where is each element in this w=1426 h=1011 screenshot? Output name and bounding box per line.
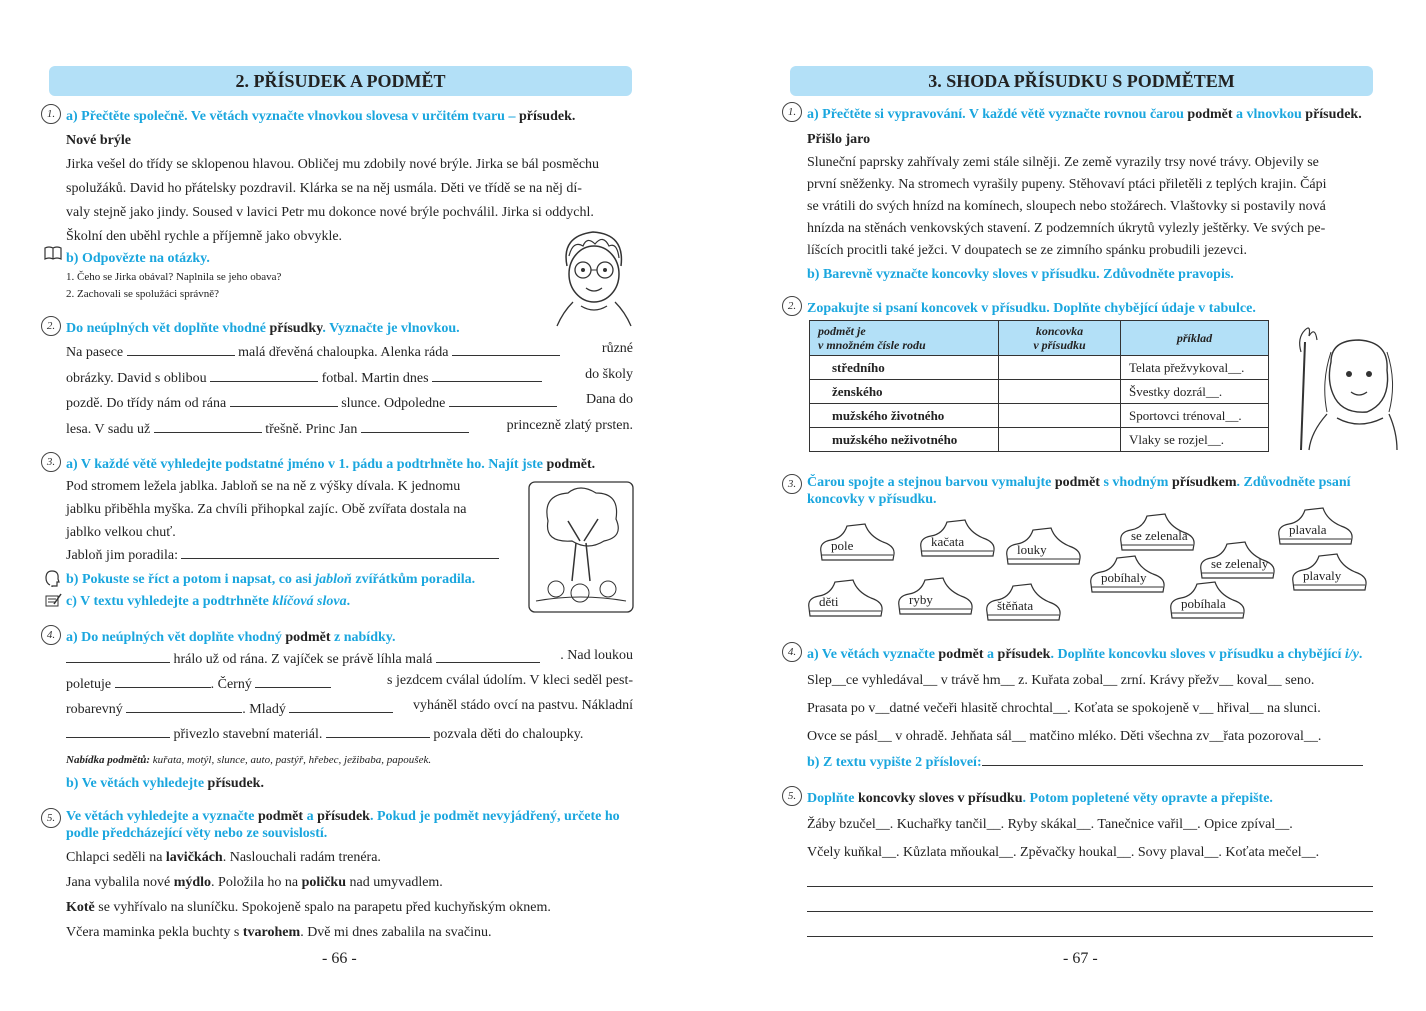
blank-field[interactable]: [66, 648, 170, 663]
table-cell: Vlaky se rozjel__.: [1121, 428, 1269, 452]
table-cell: Telata přežvykoval__.: [1121, 356, 1269, 380]
instruction-italic: klíčová slova: [272, 594, 347, 609]
exercise-5: [787, 786, 1374, 867]
blank-field[interactable]: [230, 392, 338, 407]
sentence-line: Včely kuňkal__. Kůzlata mňoukal__. Zpěvačky houkal__. Sovy plaval__. Koťata mečel__.: [807, 845, 1320, 860]
table-row: [810, 356, 1269, 380]
exercise-number: 4.: [782, 642, 802, 662]
instruction-b: b) Ve větách vyhledejte: [66, 776, 205, 791]
instruction-end: .: [591, 457, 596, 472]
shoe-word-card[interactable]: [1167, 580, 1247, 622]
table-cell: Sportovci trénoval__.: [1121, 404, 1269, 428]
story-line: hnízda na stěnách venkovských stavení. Z podzemních úkrytů vylezly ještěrky. Ve svých pe-: [807, 221, 1326, 236]
shoe-label: plavaly: [1303, 568, 1342, 583]
sentence-bold: lavičkách: [165, 850, 223, 865]
instruction: a) Přečtěte společně. Ve větách vyznačte vlnovkou slovesa v určitém tvaru –: [66, 109, 516, 124]
instruction-keyword: přísudek: [518, 109, 572, 124]
boy-with-glasses-illustration: [553, 226, 635, 328]
line-text: Dana do: [585, 392, 633, 407]
story-line: Jabloň jim poradila:: [66, 548, 178, 563]
apple-tree-illustration: [528, 481, 634, 613]
table-header: příklad: [1121, 321, 1269, 356]
fill-line: [66, 367, 633, 387]
instruction-b: b) Pokuste se říct a potom i napsat, co asi: [66, 572, 312, 587]
blank-field[interactable]: [255, 673, 331, 688]
instruction-keyword: podmět: [1054, 475, 1100, 490]
instruction: . Doplňte koncovku sloves v přísudku a chybějící: [1050, 647, 1342, 662]
story-line: Sluneční paprsky zahřívaly zemi stále silněji. Ze země vyrazily trsy nové trávy. Objevily se: [807, 155, 1319, 170]
line-text: do školy: [585, 367, 633, 382]
exercise-number: 5.: [41, 808, 61, 828]
sentence-bold: mýdlo: [173, 875, 212, 890]
story-line: jablku přiběhla myška. Za chvíli přihopkal zajíc. Obě zvířata dostala na: [66, 502, 467, 517]
instruction-keyword: podmět: [257, 809, 304, 824]
instruction-keyword: přísudek: [207, 776, 261, 791]
page-number: - 67 -: [1063, 950, 1098, 967]
line-text: pozvala děti do chaloupky.: [433, 727, 584, 742]
shoe-word-card[interactable]: [983, 582, 1063, 624]
writing-line[interactable]: [807, 886, 1373, 887]
sentence-line: Ovce se pásl__ v ohradě. Jehňata sál__ matčino mléko. Děti všechna zv__řata pozoroval__.: [807, 729, 1322, 744]
blank-field[interactable]: [115, 673, 211, 688]
line-text: . Nad loukou: [560, 648, 633, 663]
sentence-line: Prasata po v__datné večeři hlasitě chrochtal__. Koťata se spokojeně v__ hřival__ na slunci.: [807, 701, 1321, 716]
line-text: malá dřevěná chaloupka. Alenka ráda: [238, 345, 449, 360]
line-text: fotbal. Martin dnes: [321, 371, 429, 386]
story-heading: Přišlo jaro: [807, 132, 871, 147]
instruction: a: [306, 809, 314, 824]
blank-cell[interactable]: [999, 356, 1121, 380]
writing-line[interactable]: [807, 936, 1373, 937]
instruction: Ve větách vyhledejte a vyznačte: [66, 809, 255, 824]
exercise-1: [46, 104, 636, 303]
question: 1. Čeho se Jirka obával? Naplnila se jeho obava?: [66, 271, 282, 283]
shoe-icon: [895, 576, 975, 618]
table-cell: mužského neživotného: [810, 428, 999, 452]
exercise-1: [787, 102, 1374, 288]
instruction-b-line: [66, 776, 264, 792]
instruction: koncovky v přísudku.: [807, 492, 937, 507]
shoe-icon: [805, 578, 885, 620]
instruction-c: c) V textu vyhledejte a podtrhněte: [66, 594, 269, 609]
shoe-label: štěňata: [997, 598, 1034, 613]
exercise-number: 3.: [41, 452, 61, 472]
line-text: pozdě. Do třídy nám od rána: [66, 396, 227, 411]
shoe-word-card[interactable]: [1087, 554, 1167, 596]
shoe-word-card[interactable]: [1289, 552, 1369, 594]
instruction-keyword: podmět: [285, 630, 331, 645]
story-line: Pod stromem ležela jablka. Jabloň se na ně z výšky dívala. K jednomu: [66, 479, 461, 494]
table-cell: mužského životného: [810, 404, 999, 428]
instruction-keyword: přísudkem: [1171, 475, 1237, 490]
blank-field[interactable]: [126, 698, 242, 713]
instruction: a) Ve větách vyznačte: [807, 647, 935, 662]
shoe-word-card[interactable]: [805, 578, 885, 620]
instruction: Zopakujte si psaní koncovek v přísudku. Doplňte chybějící údaje v tabulce.: [807, 301, 1256, 316]
shoe-label: se zelenala: [1131, 528, 1188, 543]
line-text: přivezlo stavební materiál.: [173, 727, 323, 742]
line-text: Na pasece: [66, 345, 124, 360]
head-speaking-icon: [44, 570, 60, 593]
story-line: Školní den uběhl rychle a příjemně jako obvykle.: [66, 229, 343, 244]
instruction-keyword: podmět: [546, 457, 592, 472]
instruction-keyword: přísudek: [317, 809, 370, 824]
shoe-label: plavala: [1289, 522, 1327, 537]
page-number: - 66 -: [322, 950, 357, 967]
header-line: v množném čísle rodu: [818, 338, 926, 352]
sentence-line: Žáby bzučel__. Kuchařky tančil__. Ryby skákal__. Tanečnice vařil__. Opice zpíval__.: [807, 817, 1293, 832]
sentence-text: Chlapci seděli na: [66, 850, 163, 865]
shoe-word-card[interactable]: [917, 518, 997, 560]
instruction: a) Přečtěte si vypravování. V každé větě vyznačte rovnou čarou: [807, 107, 1184, 122]
sentence-bold: tvarohem: [242, 925, 301, 940]
page-title: 3. SHODA PŘÍSUDKU S PODMĚTEM: [790, 66, 1373, 96]
exercise-3: [787, 474, 1374, 508]
blank-cell[interactable]: [999, 380, 1121, 404]
shoe-word-card[interactable]: [1275, 506, 1355, 548]
blank-field[interactable]: [210, 367, 318, 382]
story-line: spolužáků. David ho přátelsky pozdravil. Klárka se na něj usmála. Děti ve třídě se na něj dí-: [66, 181, 582, 196]
instruction-b-end: zvířátkům poradila.: [355, 572, 476, 587]
header-line: v přísudku: [1033, 338, 1086, 352]
fill-line: [66, 723, 633, 743]
exercise-2: [787, 296, 1374, 321]
table-cell: ženského: [810, 380, 999, 404]
blank-field[interactable]: [436, 648, 540, 663]
apple-story: [66, 475, 516, 613]
header-line: koncovka: [1035, 324, 1084, 338]
sentence-text: . Naslouchali radám trenéra.: [222, 850, 381, 865]
offer-words: kuřata, motýl, slunce, auto, pastýř, hřebec, ježibaba, papoušek.: [152, 754, 432, 766]
fill-line: [66, 673, 633, 693]
blank-cell[interactable]: [999, 404, 1121, 428]
instruction-keyword: koncovky sloves v přísudku: [857, 791, 1023, 806]
story-line: valy stejně jako jindy. Soused v lavici Petr mu dokonce nové brýle pochválil. Jirka si oddychl.: [66, 205, 594, 220]
endings-table: [809, 320, 1269, 452]
line-text: robarevný: [66, 702, 123, 717]
instruction-end: .: [1358, 647, 1363, 662]
instruction-keyword: přísudky: [269, 321, 323, 336]
instruction-b: b) Barevně vyznačte koncovky sloves v přísudku. Zdůvodněte pravopis.: [807, 267, 1234, 282]
story-line: první sněženky. Na stromech vyrašily pupeny. Stěhovaví ptáci přiletěli z teplých krajin. Čápi: [807, 177, 1327, 192]
blank-cell[interactable]: [999, 428, 1121, 452]
shoe-label: děti: [819, 594, 839, 609]
sentence-text: nad umyvadlem.: [349, 875, 443, 890]
exercise-number: 2.: [782, 296, 802, 316]
right-page: [713, 0, 1426, 1011]
instruction-keyword: přísudek: [997, 647, 1051, 662]
shoe-icon: [817, 522, 897, 564]
instruction-italic: jabloň: [315, 572, 352, 587]
line-text: poletuje: [66, 677, 112, 692]
story-line: se vrátili do svých hnízd na komínech, sloupech nebo stožárech. Vlaštovky si postavily nová: [807, 199, 1326, 214]
table-cell: Švestky dozrál__.: [1121, 380, 1269, 404]
blank-field[interactable]: [66, 723, 170, 738]
shoe-label: pobíhala: [1181, 596, 1226, 611]
shoe-label: ryby: [909, 592, 933, 607]
sentence-text: Včera maminka pekla buchty s: [66, 925, 240, 940]
exercise-2: [46, 316, 634, 341]
instruction: podle předcházející věty nebo ze souvislostí.: [66, 826, 328, 841]
table-header: [810, 321, 999, 356]
instruction: s vhodným: [1103, 475, 1169, 490]
blank-field[interactable]: [289, 698, 393, 713]
fill-line: [66, 341, 633, 361]
story-line: líšcích procitli také ježci. V doupatech se ze zimního spánku probudili jezevci.: [807, 243, 1247, 258]
table-cell: středního: [810, 356, 999, 380]
shoe-label: pole: [831, 538, 854, 553]
instruction: a vlnovkou: [1236, 107, 1302, 122]
offer-label: Nabídka podmětů:: [66, 754, 151, 766]
offer-line: [66, 754, 431, 766]
blank-field[interactable]: [154, 418, 262, 433]
blank-field[interactable]: [982, 751, 1363, 766]
shoe-word-card[interactable]: [895, 576, 975, 618]
sentence-text: . Dvě mi dnes zabalila na svačinu.: [300, 925, 492, 940]
shoe-word-card[interactable]: [1197, 540, 1277, 582]
exercise-4: [787, 642, 1374, 775]
instruction-end: .: [571, 109, 576, 124]
instruction-c-end: .: [346, 594, 351, 609]
blank-field[interactable]: [452, 341, 560, 356]
table-row: [810, 428, 1269, 452]
pencil-writing-icon: [44, 592, 62, 613]
blank-field[interactable]: [432, 367, 542, 382]
exercise-number: 1.: [41, 104, 61, 124]
exercise-number: 3.: [782, 474, 802, 494]
instruction-end: z nabídky.: [334, 630, 396, 645]
instruction-italic: i/y: [1344, 647, 1359, 662]
instruction-b: b) Z textu vypište 2 přísloveí:: [807, 755, 982, 770]
question: 2. Zachovali se spolužáci správně?: [66, 288, 220, 300]
shoe-label: louky: [1017, 542, 1047, 557]
instruction-end: .: [1358, 107, 1362, 122]
story-line: jablko velkou chuť.: [66, 525, 176, 540]
exercise-number: 2.: [41, 316, 61, 336]
instruction-keyword: podmět: [1187, 107, 1233, 122]
exercise-3: [46, 452, 636, 477]
instruction: . Pokud je podmět nevyjádřený, určete ho: [369, 809, 620, 824]
page-title: 2. PŘÍSUDEK A PODMĚT: [49, 66, 632, 96]
instruction-end: .: [260, 776, 264, 791]
line-text: hrálo už od rána. Z vajíček se právě líhla malá: [173, 652, 433, 667]
line-text: vyháněl stádo ovcí na pastvu. Nákladní: [412, 698, 633, 713]
shoe-label: pobíhaly: [1101, 570, 1147, 585]
header-line: podmět je: [818, 324, 866, 338]
instruction: Doplňte: [807, 791, 855, 806]
instruction: a) V každé větě vyhledejte podstatné jméno v 1. pádu a podtrhněte ho. Najít jste: [66, 457, 544, 472]
instruction: a) Do neúplných vět doplňte vhodný: [66, 630, 282, 645]
instruction: . Potom popletené věty opravte a přepište.: [1022, 791, 1273, 806]
fill-line: [66, 418, 633, 438]
blank-field[interactable]: [326, 723, 430, 738]
line-text: princezně zlatý prsten.: [506, 418, 633, 433]
shoe-word-card[interactable]: [817, 522, 897, 564]
blank-field[interactable]: [127, 341, 235, 356]
sentence-text: . Položila ho na: [211, 875, 299, 890]
fill-line: [66, 698, 633, 718]
writing-line[interactable]: [807, 911, 1373, 912]
girl-with-bird-illustration: [1271, 322, 1399, 454]
line-text: s jezdcem cválal údolím. V kleci seděl pest-: [387, 673, 633, 688]
book-icon: [44, 246, 62, 265]
blank-field[interactable]: [181, 544, 499, 559]
instruction-keyword: přísudek: [1305, 107, 1359, 122]
table-row: [810, 380, 1269, 404]
table-header: [999, 321, 1121, 356]
instruction: Čarou spojte a stejnou barvou vymalujte: [807, 475, 1052, 490]
shoe-word-card[interactable]: [1003, 526, 1083, 568]
fill-line: [66, 648, 633, 668]
instruction-keyword: podmět: [938, 647, 984, 662]
shoe-label: se zelenaly: [1211, 556, 1269, 571]
sentence-bold: Kotě: [66, 900, 95, 915]
exercise-number: 4.: [41, 625, 61, 645]
blank-field[interactable]: [449, 392, 557, 407]
instruction-end: . Vyznačte je vlnovkou.: [322, 321, 460, 336]
instruction-b: b) Odpovězte na otázky.: [66, 251, 210, 266]
exercise-number: 5.: [782, 786, 802, 806]
fill-line: [66, 392, 633, 412]
instruction: Do neúplných vět doplňte vhodné: [66, 321, 266, 336]
table-row: [810, 404, 1269, 428]
line-text: lesa. V sadu už: [66, 422, 151, 437]
exercise-5: [46, 808, 636, 945]
story-line: Jirka vešel do třídy se sklopenou hlavou. Obličej mu zdobily nové brýle. Jirka se bál posměchu: [66, 157, 600, 172]
sentence-text: Jana vybalila nové: [66, 875, 171, 890]
line-text: různé: [601, 341, 633, 356]
story-heading: Nové brýle: [66, 133, 131, 148]
shoe-label: kačata: [931, 534, 965, 549]
sentence-bold: poličku: [301, 875, 346, 890]
exercise-number: 1.: [782, 102, 802, 122]
line-text: třešně. Princ Jan: [265, 422, 358, 437]
shoe-word-card[interactable]: [1117, 512, 1197, 554]
instruction: . Zdůvodněte psaní: [1236, 475, 1351, 490]
line-text: . Černý: [210, 677, 252, 692]
exercise-4: [46, 625, 636, 650]
blank-field[interactable]: [361, 418, 469, 433]
line-text: slunce. Odpoledne: [341, 396, 446, 411]
instruction: a: [987, 647, 995, 662]
line-text: . Mladý: [242, 702, 286, 717]
sentence-text: se vyhřívalo na sluníčku. Spokojeně spalo na parapetu před kuchyňským oknem.: [98, 900, 551, 915]
sentence-line: Slep__ce vyhledával__ v trávě hm__ z. Kuřata zobal__ zrní. Krávy přežv__ koval__ seno.: [807, 673, 1315, 688]
line-text: obrázky. David s oblibou: [66, 371, 207, 386]
